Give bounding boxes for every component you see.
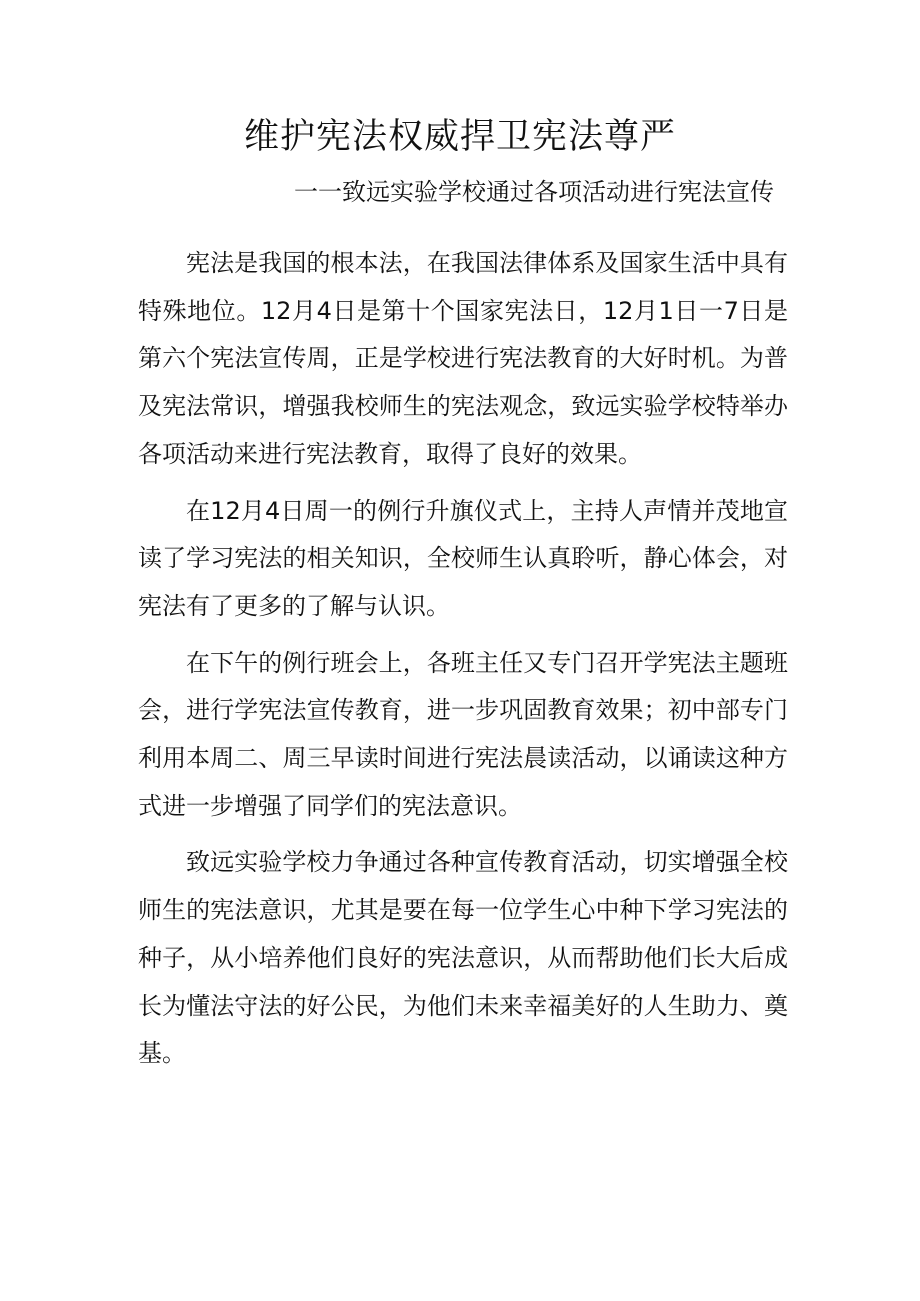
document-title: 维护宪法权威捍卫宪法尊严 (243, 117, 676, 157)
document-body (138, 240, 788, 1087)
document-subtitle: 一一致远实验学校通过各项活动进行宪法宣传 (294, 178, 774, 206)
paragraph: 宪法是我国的根本法，在我国法律体系及国家生活中具有特殊地位。12月4日是第十个国家宪法日，12月1日一7日是第六个宪法宣传周，正是学校进行宪法教育的大好时机。为普及宪法常识，增强我校师生的宪法观念，致远实验学校特举办各项活动来进行宪法教育，取得了良好的效果。 (138, 249, 788, 468)
paragraph: 在下午的例行班会上，各班主任又专门召开学宪法主题班会，进行学宪法宣传教育，进一步巩固教育效果；初中部专门利用本周二、周三早读时间进行宪法晨读活动，以诵读这种方式进一步增强了同学们的宪法意识。 (138, 648, 788, 820)
paragraph: 在12月4日周一的例行升旗仪式上，主持人声情并茂地宣读了学习宪法的相关知识，全校师生认真聆听，静心体会，对宪法有了更多的了解与认识。 (138, 496, 788, 620)
paragraph: 致远实验学校力争通过各种宣传教育活动，切实增强全校师生的宪法意识，尤其是要在每一位学生心中种下学习宪法的种子，从小培养他们良好的宪法意识，从而帮助他们长大后成长为懂法守法的好公民，为他们未来幸福美好的人生助力、奠基。 (138, 848, 788, 1068)
